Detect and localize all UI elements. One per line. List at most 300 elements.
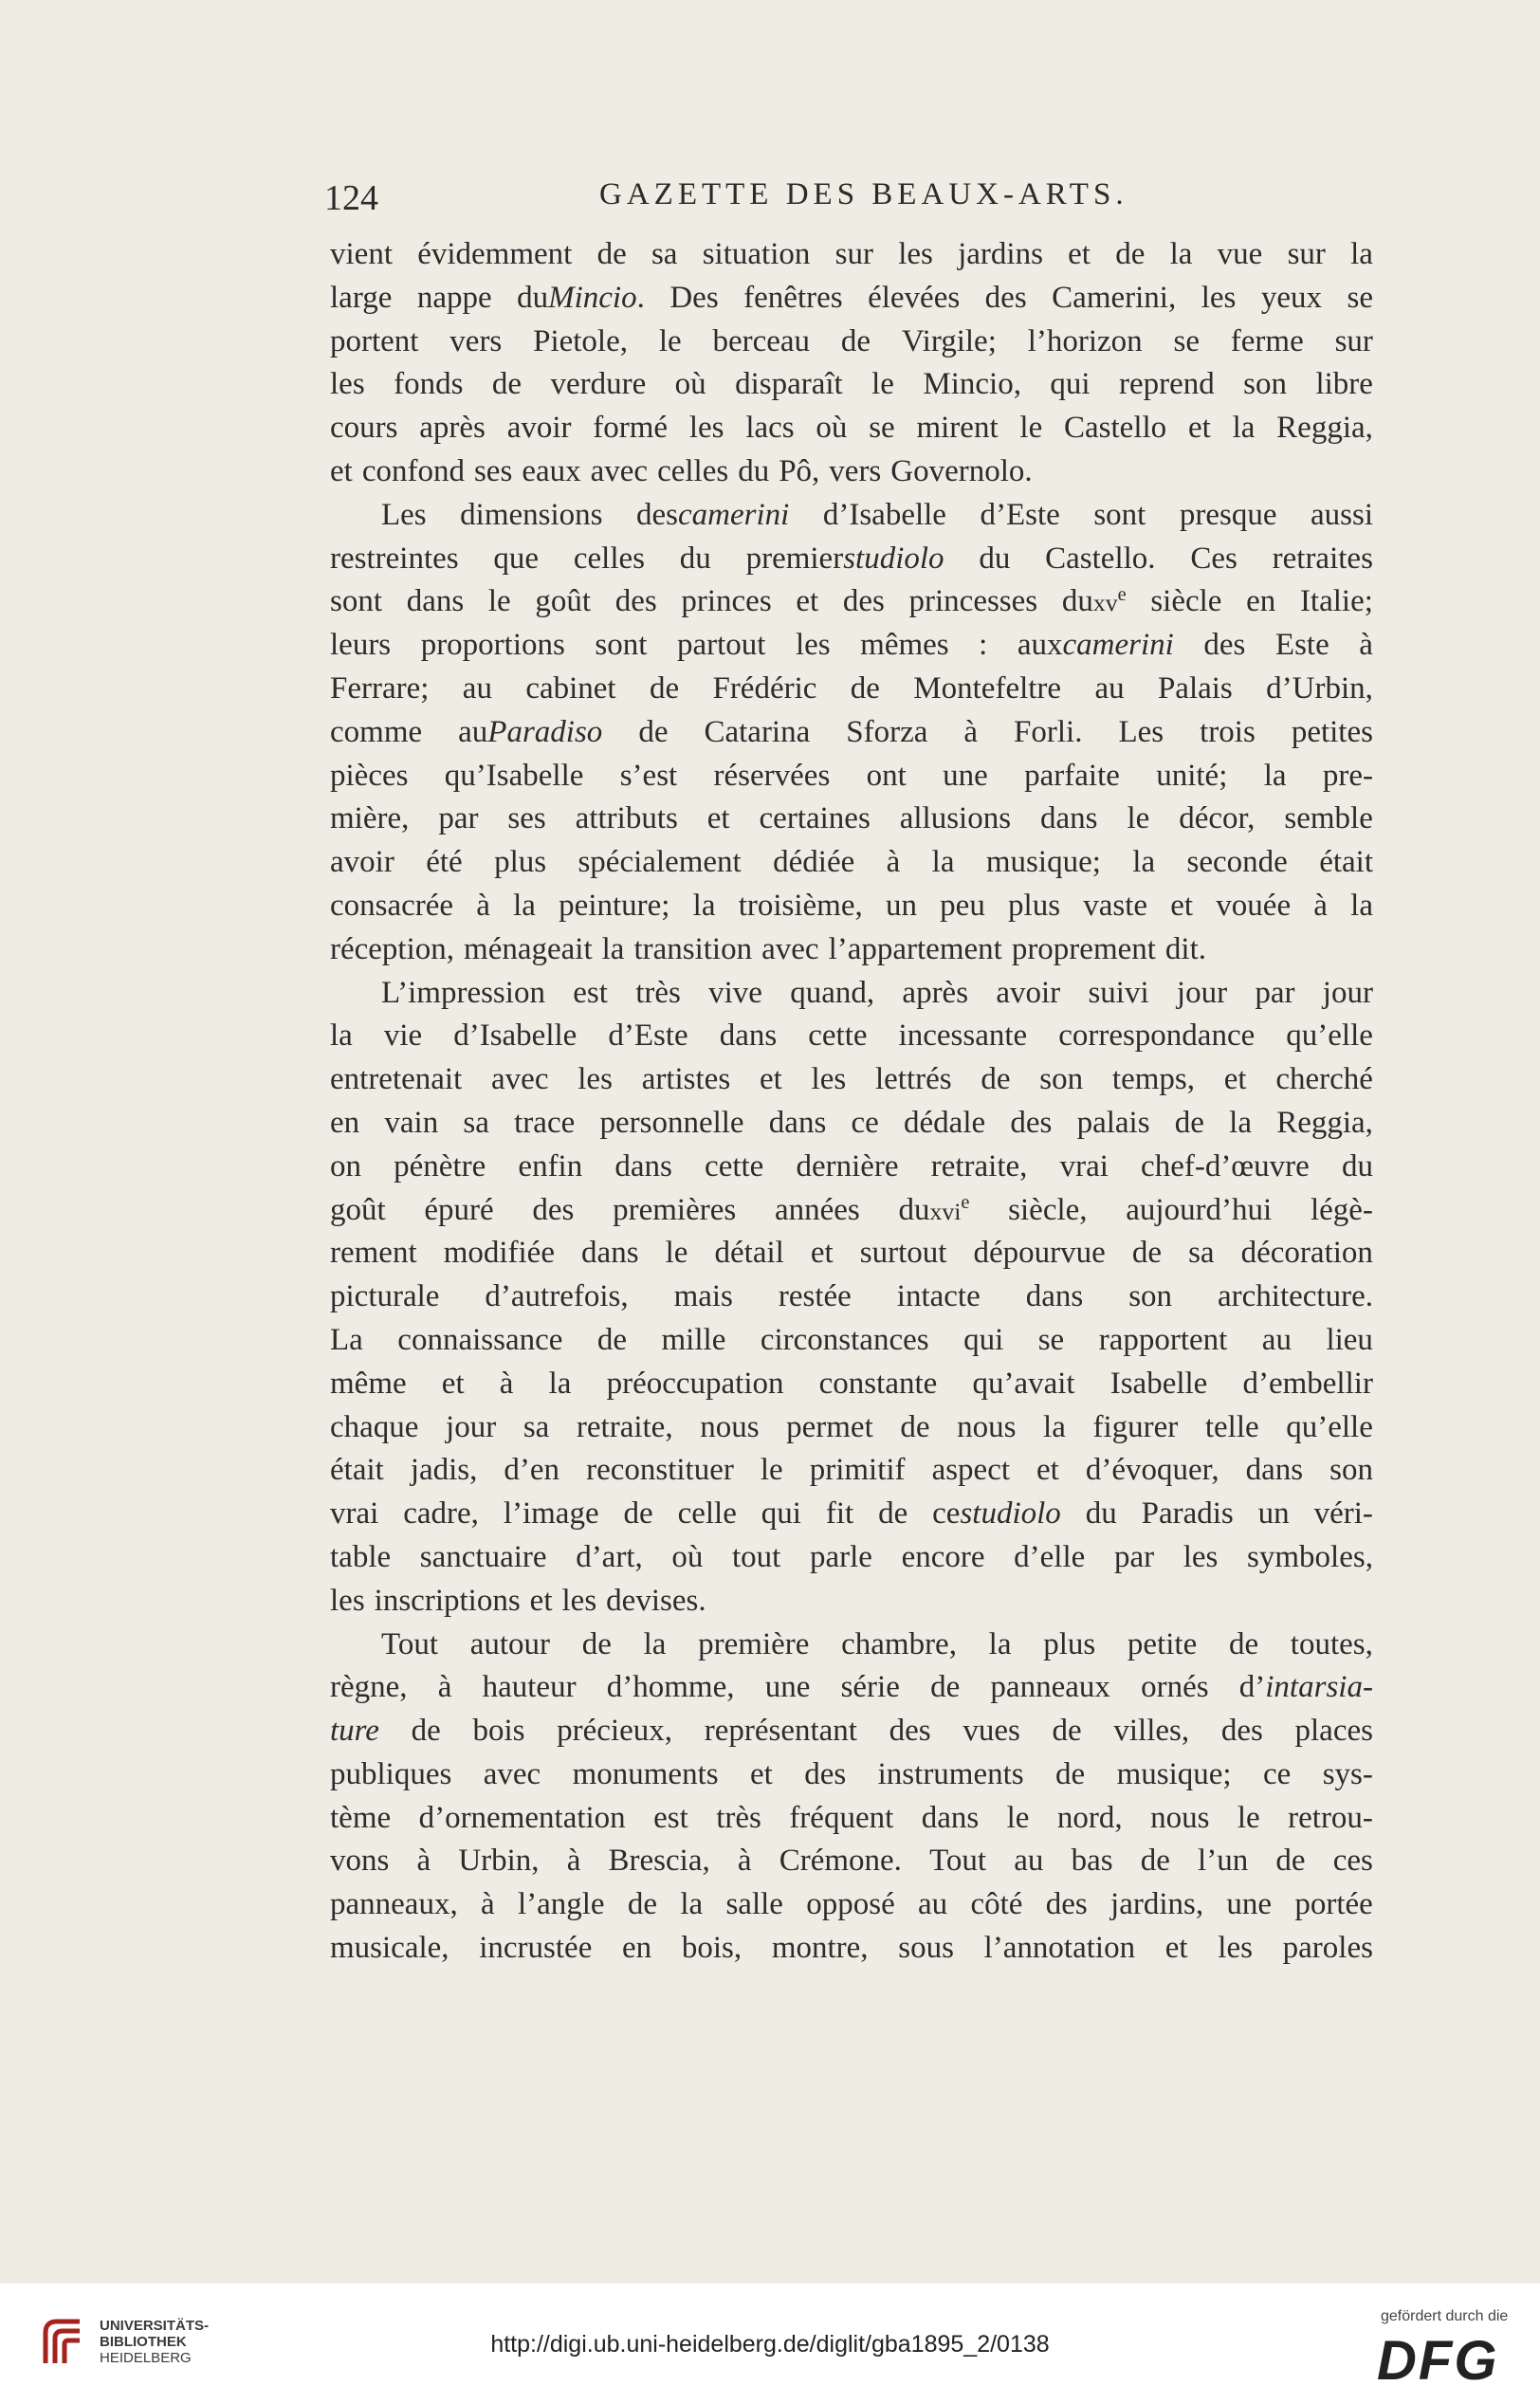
text-line — [330, 755, 1373, 798]
word-part: pièces — [330, 758, 409, 793]
word — [816, 407, 847, 450]
word — [796, 624, 831, 668]
word-part: les — [330, 367, 365, 402]
word — [1043, 1406, 1066, 1450]
word-part: portent — [330, 323, 419, 358]
word — [581, 1232, 639, 1275]
word-part: les — [795, 628, 831, 663]
word-part: table — [330, 1539, 392, 1574]
word-part: Tout — [929, 1844, 987, 1879]
word — [963, 711, 978, 755]
word — [1077, 1102, 1150, 1146]
word-part: sa — [522, 1409, 550, 1444]
word-part: artistes — [641, 1062, 731, 1097]
word — [419, 407, 486, 450]
word-part: d’Isabelle — [453, 1018, 578, 1054]
word-part: sont — [330, 584, 383, 619]
word-part: en — [622, 1931, 652, 1966]
word-part: hauteur — [482, 1670, 577, 1705]
word — [636, 494, 789, 538]
text-line — [330, 1058, 1373, 1102]
word — [460, 494, 602, 538]
word — [1342, 1146, 1373, 1189]
word-part: des — [889, 1714, 931, 1749]
word-part: une — [1226, 1887, 1273, 1922]
word — [518, 1146, 582, 1189]
word-part: sa — [463, 1105, 489, 1140]
word — [1198, 1840, 1248, 1883]
word-part: intarsia- — [1265, 1670, 1373, 1705]
word-part: règne, — [330, 1670, 408, 1705]
word — [808, 1015, 867, 1058]
word-part: les — [578, 1062, 613, 1097]
word-part: la — [692, 888, 716, 923]
word — [1319, 841, 1373, 885]
word — [1083, 885, 1147, 928]
source-url[interactable]: http://digi.ub.uni-heidelberg.de/diglit/gba1895_2/0138 — [490, 2331, 1050, 2358]
word — [525, 668, 615, 711]
word-part: Paradiso — [487, 714, 603, 749]
word-part: vue — [1217, 237, 1263, 271]
word-part: unité; — [1156, 758, 1228, 793]
word — [375, 1580, 521, 1624]
text-line — [330, 1840, 1373, 1883]
word-part: certaines — [759, 801, 871, 836]
word-part: proportions — [420, 628, 565, 663]
word — [1313, 885, 1328, 928]
word — [479, 1927, 592, 1971]
word — [662, 1319, 726, 1363]
word-part: un — [1257, 1496, 1290, 1532]
word-part: chambre, — [841, 1626, 957, 1661]
word — [1295, 1710, 1373, 1753]
word-part: qu’elle — [1286, 1018, 1373, 1054]
word-part: incrustée — [479, 1931, 593, 1966]
word-part: l’appartement — [828, 931, 1002, 966]
word-part: la — [548, 1366, 572, 1401]
word-part: cherché — [1275, 1062, 1373, 1097]
word-part: verdure — [550, 367, 647, 402]
word — [841, 1666, 900, 1710]
word — [1348, 277, 1374, 321]
word — [330, 1319, 363, 1363]
word-part: La — [330, 1322, 363, 1357]
text-line — [330, 1710, 1373, 1753]
text-line — [330, 363, 1373, 407]
word-part: petites — [1291, 714, 1373, 749]
word — [330, 624, 391, 668]
word-part: Crémone. — [779, 1844, 902, 1879]
word-part: jardins, — [1110, 1887, 1204, 1922]
text-line — [330, 885, 1373, 928]
word — [642, 1058, 730, 1102]
word-part: aussi — [1311, 497, 1373, 532]
word — [330, 668, 429, 711]
word-part: camerini — [1062, 628, 1174, 663]
word-part: légè- — [1310, 1192, 1373, 1227]
word — [1064, 407, 1166, 450]
word — [1026, 1275, 1084, 1319]
word — [608, 1015, 688, 1058]
word — [1311, 1189, 1373, 1233]
word — [1350, 233, 1373, 277]
text-line — [330, 1927, 1373, 1971]
word-part: consacrée — [330, 888, 454, 923]
word — [1333, 1840, 1373, 1883]
word — [1205, 1406, 1259, 1450]
word-part: Virgile; — [901, 323, 997, 358]
word-part: avec — [483, 1756, 541, 1791]
word-part: le — [1006, 1800, 1030, 1835]
word — [972, 1363, 1074, 1406]
word-part: premières — [613, 1192, 737, 1227]
word-part: Pô, — [779, 453, 820, 488]
word-part: Urbin, — [458, 1844, 540, 1879]
word — [1046, 1883, 1088, 1927]
word — [703, 233, 811, 277]
word-part: ont — [866, 758, 907, 793]
word-part: de — [627, 1887, 658, 1922]
word — [889, 1710, 931, 1753]
word-part: Castello — [1064, 411, 1167, 446]
word — [595, 624, 647, 668]
word — [573, 1753, 719, 1797]
word — [507, 407, 572, 450]
word-part: sont — [1093, 497, 1146, 532]
text-line — [330, 494, 1373, 538]
word-part: et — [1036, 1453, 1059, 1488]
text-line — [330, 711, 1373, 755]
word-part: retraite, — [576, 1409, 673, 1444]
word — [1258, 1493, 1290, 1536]
word — [829, 928, 1002, 972]
word — [417, 233, 572, 277]
word — [330, 363, 365, 407]
word-part: de — [850, 670, 880, 706]
word — [1266, 668, 1373, 711]
word — [878, 1493, 908, 1536]
word-part: le — [487, 584, 511, 619]
word — [1057, 1797, 1123, 1841]
word — [446, 1406, 496, 1450]
word-part: du — [979, 541, 1011, 576]
word — [330, 1666, 408, 1710]
word-part: Pietole, — [533, 323, 628, 358]
word — [1112, 1058, 1195, 1102]
word-part: et — [330, 453, 353, 488]
word — [1094, 668, 1124, 711]
word-part: le — [871, 367, 894, 402]
word — [1058, 1015, 1255, 1058]
word-part: autour — [469, 1626, 551, 1661]
word-part: dans — [1245, 1453, 1304, 1488]
word-part: cette — [808, 1018, 868, 1054]
word-part: une — [943, 758, 988, 793]
word — [442, 1363, 465, 1406]
word-part: de — [1174, 1105, 1204, 1140]
word — [1263, 1753, 1291, 1797]
word-part: Catarina — [704, 714, 811, 749]
word-part: jour — [1322, 975, 1373, 1010]
word — [1055, 1753, 1085, 1797]
word-part: à — [416, 1844, 431, 1879]
word — [932, 1493, 1061, 1536]
word-part: dédale — [904, 1105, 986, 1140]
word-part: de — [981, 1062, 1011, 1097]
word — [989, 1624, 1012, 1667]
word-part: reprend — [1118, 367, 1215, 402]
word — [1300, 580, 1373, 624]
word-part: d’autrefois, — [485, 1279, 629, 1314]
text-line — [330, 1536, 1373, 1580]
word-part: à — [1359, 628, 1373, 663]
word-part: tème — [330, 1800, 392, 1835]
word-part: ces — [1332, 1844, 1373, 1879]
word — [330, 1449, 384, 1493]
footer-bar — [0, 2284, 1540, 2404]
word-part: troisième, — [738, 888, 863, 923]
word-part: ce — [1263, 1756, 1292, 1791]
word-part: sur — [834, 237, 873, 271]
word — [633, 928, 752, 972]
word — [420, 1536, 547, 1580]
word-part: de — [1055, 1756, 1086, 1791]
word-part: les — [1218, 1931, 1253, 1966]
word — [841, 1624, 957, 1667]
word-part: les — [561, 1583, 597, 1618]
word-part: Tout — [381, 1626, 439, 1661]
word-part: nous — [1150, 1800, 1210, 1835]
word-part: du — [1085, 1496, 1117, 1532]
text-line — [330, 1624, 1373, 1667]
word-part: représentant — [704, 1714, 857, 1749]
word — [1221, 1710, 1263, 1753]
word-part: studiolo — [960, 1496, 1061, 1532]
word-part: Montefeltre — [913, 670, 1062, 706]
word-part: parfaite — [1024, 758, 1120, 793]
word — [932, 841, 955, 885]
word — [535, 580, 591, 624]
word — [330, 321, 418, 364]
journal-title: GAZETTE DES BEAUX-ARTS. — [599, 177, 1128, 211]
word — [1165, 928, 1206, 972]
word — [1165, 1927, 1188, 1971]
word — [1288, 1797, 1373, 1841]
word — [573, 972, 608, 1016]
word — [773, 841, 854, 885]
word — [970, 1883, 1022, 1927]
word-part: jour — [1176, 975, 1228, 1010]
text-line — [330, 1146, 1373, 1189]
word-part: très — [635, 975, 681, 1010]
word-part: à — [437, 1670, 452, 1705]
word — [330, 1840, 389, 1883]
word-part: se — [869, 411, 895, 446]
word-part: à — [566, 1844, 581, 1879]
word-part: presque — [1179, 497, 1277, 532]
word-part: rapportent — [1098, 1322, 1228, 1357]
word-part: leurs — [330, 628, 392, 663]
word — [330, 928, 454, 972]
word-part: peu — [940, 888, 985, 923]
word-part: nappe — [416, 280, 492, 315]
word — [1243, 363, 1287, 407]
word-part: que — [493, 541, 540, 576]
word — [930, 1666, 960, 1710]
word-part: d’Urbin, — [1266, 670, 1373, 706]
word-part: après — [419, 411, 486, 446]
word — [860, 624, 948, 668]
word — [1241, 1232, 1373, 1275]
word-part: restée — [778, 1279, 852, 1314]
word-part: qui — [761, 1496, 801, 1532]
word-part: partout — [676, 628, 766, 663]
word — [1113, 1710, 1189, 1753]
word — [1024, 755, 1120, 798]
word — [1086, 1449, 1219, 1493]
word-part: à — [886, 845, 901, 880]
word-part: dans — [768, 1105, 827, 1140]
word-part: d’art, — [576, 1539, 643, 1574]
word-part: eaux — [522, 453, 581, 488]
word — [902, 321, 997, 364]
word — [620, 755, 678, 798]
word — [1261, 277, 1322, 321]
word — [810, 1449, 906, 1493]
word — [675, 363, 706, 407]
word — [918, 1883, 947, 1927]
word-part: à — [1313, 888, 1328, 923]
word-part: retraites — [1272, 541, 1373, 576]
word-part: circonstances — [760, 1322, 929, 1357]
word-part: ses — [473, 453, 513, 488]
word-part: se — [1347, 280, 1373, 315]
word — [1014, 1840, 1043, 1883]
word-part: musicale, — [330, 1931, 449, 1966]
word — [851, 668, 880, 711]
word-part: pre- — [1322, 758, 1373, 793]
word-part: mêmes — [860, 628, 949, 663]
word-part: de — [1052, 1714, 1082, 1749]
word-part: suivi — [1088, 975, 1149, 1010]
word — [657, 450, 728, 494]
word-part: la — [1350, 888, 1373, 923]
word-part: et — [1187, 411, 1211, 446]
word-part: les — [1201, 280, 1237, 315]
word — [426, 841, 462, 885]
word — [1180, 494, 1277, 538]
word-part: des — [636, 497, 679, 532]
word — [900, 1406, 929, 1450]
word-part: la — [680, 1887, 704, 1922]
word — [576, 1536, 643, 1580]
word-part: un — [885, 888, 917, 923]
word — [779, 450, 819, 494]
word — [669, 277, 718, 321]
word-part: du — [1061, 584, 1093, 619]
word-part: les — [688, 411, 724, 446]
word — [985, 277, 1027, 321]
word — [715, 1232, 784, 1275]
word — [407, 580, 465, 624]
word-part: Mincio, — [923, 367, 1021, 402]
word-part: élevées — [868, 280, 961, 315]
word — [1233, 407, 1256, 450]
word-part: d’évoquer, — [1085, 1453, 1219, 1488]
word — [1086, 1493, 1117, 1536]
word — [599, 1102, 743, 1146]
word — [615, 580, 657, 624]
word — [835, 233, 873, 277]
word-part: était — [330, 1453, 384, 1488]
word-part: devises. — [606, 1583, 706, 1618]
word-part: palais — [1076, 1105, 1150, 1140]
text-line — [330, 450, 1373, 494]
word — [761, 1493, 801, 1536]
word — [653, 1797, 688, 1841]
word-part: d’Este — [980, 497, 1060, 532]
word — [458, 711, 602, 755]
word-part: jadis, — [410, 1453, 478, 1488]
word-part: des — [1010, 1105, 1053, 1140]
word — [1110, 1363, 1208, 1406]
word — [841, 321, 871, 364]
word-part: de — [638, 714, 669, 749]
word-part: retraite, — [930, 1148, 1028, 1184]
word — [779, 1275, 852, 1319]
word — [424, 1189, 493, 1233]
word — [765, 1666, 811, 1710]
word — [1276, 407, 1373, 450]
word — [1216, 885, 1291, 928]
word — [567, 1840, 581, 1883]
word-part: les — [898, 237, 933, 271]
word — [720, 1015, 778, 1058]
word — [1247, 1536, 1373, 1580]
word — [403, 1493, 479, 1536]
word-part: décoration — [1240, 1236, 1373, 1271]
word-part: son — [1039, 1062, 1084, 1097]
word — [810, 1536, 872, 1580]
word — [1052, 277, 1176, 321]
word-part: constante — [818, 1366, 938, 1401]
word-part: Governolo. — [890, 453, 1033, 488]
word-part: primitif — [809, 1453, 906, 1488]
word-part: de — [930, 1670, 961, 1705]
word-part: le — [1127, 801, 1150, 836]
word-part: berceau — [712, 323, 811, 358]
word-part: jardins — [958, 237, 1043, 271]
word — [613, 1189, 736, 1233]
running-head — [324, 177, 1377, 225]
word-part: le — [1019, 411, 1043, 446]
word — [1019, 407, 1042, 450]
word-part: Des — [669, 280, 719, 315]
word — [1323, 755, 1373, 798]
word-part: des — [804, 1756, 847, 1791]
word-part: par — [1255, 975, 1295, 1010]
word-part: la — [1132, 845, 1156, 880]
word-part: dans — [921, 1800, 980, 1835]
word-part: nous — [957, 1409, 1017, 1444]
word-part: se — [1037, 1322, 1065, 1357]
word-part: où — [816, 411, 848, 446]
text-line — [330, 928, 1373, 972]
sponsor-caption: gefördert durch die — [1381, 2308, 1509, 2324]
word — [549, 1363, 572, 1406]
word — [513, 885, 536, 928]
word-part: plus — [1008, 888, 1061, 923]
